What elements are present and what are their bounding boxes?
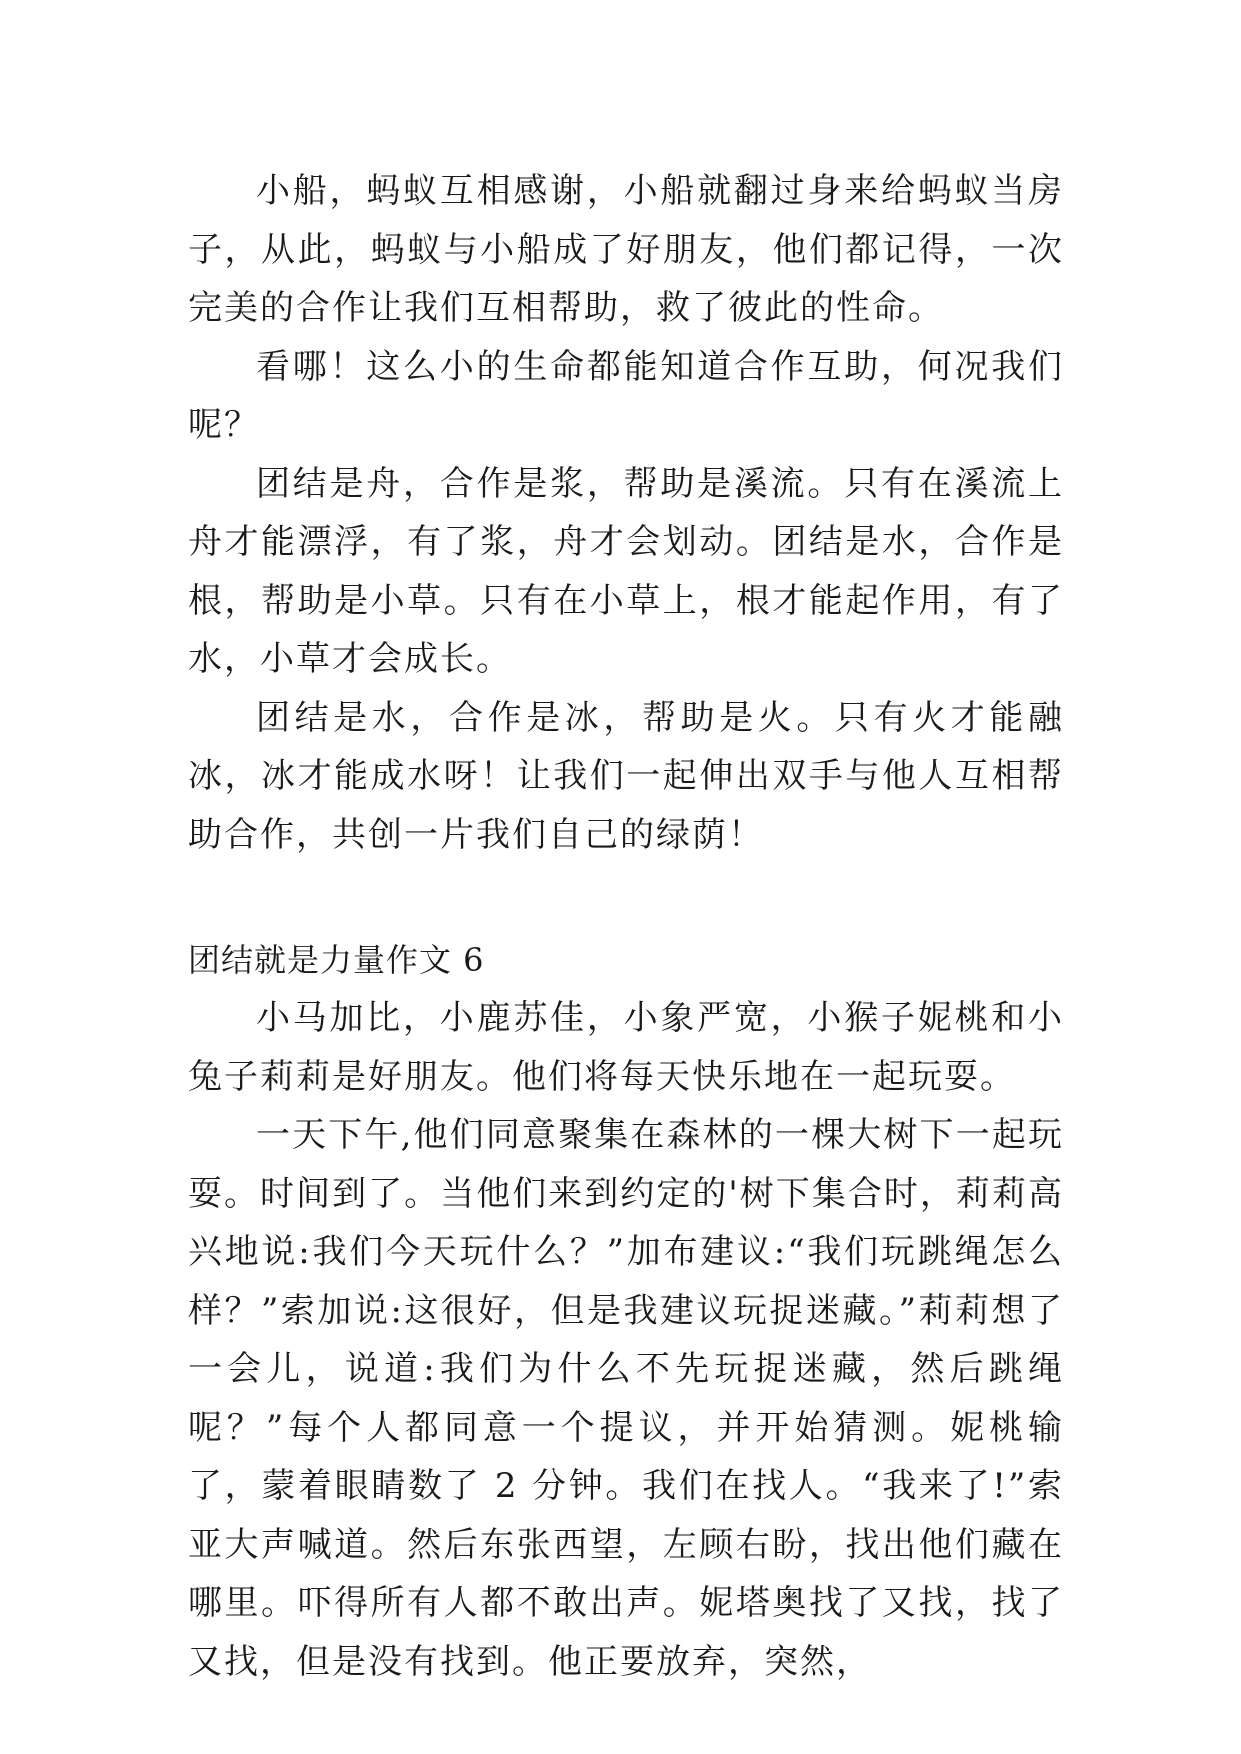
paragraph: 团结是水，合作是冰，帮助是火。只有火才能融冰，冰才能成水呀！让我们一起伸出双手与他人互相帮助合作，共创一片我们自己的绿荫！ <box>188 697 1064 855</box>
paragraph: 团结是舟，合作是浆，帮助是溪流。只有在溪流上舟才能漂浮，有了浆，舟才会划动。团结是水，合作是根，帮助是小草。只有在小草上，根才能起作用，有了水，小草才会成长。 <box>188 463 1064 679</box>
section-heading: 团结就是力量作文 6 <box>188 941 485 979</box>
document-body <box>188 162 1064 1691</box>
paragraph: 小船，蚂蚁互相感谢，小船就翻过身来给蚂蚁当房子，从此，蚂蚁与小船成了好朋友，他们都记得，一次完美的合作让我们互相帮助，救了彼此的性命。 <box>188 171 1064 328</box>
paragraph: 小马加比，小鹿苏佳，小象严宽，小猴子妮桃和小兔子莉莉是好朋友。他们将每天快乐地在一起玩耍。 <box>188 998 1064 1097</box>
paragraph: 看哪！这么小的生命都能知道合作互助，何况我们呢？ <box>188 346 1064 445</box>
paragraph: 一天下午,他们同意聚集在森林的一棵大树下一起玩耍。时间到了。当他们来到约定的'树下集合时，莉莉高兴地说:我们今天玩什么？”加布建议:“我们玩跳绳怎么样？”索加说:这很好，但是我建议玩捉迷藏。”莉莉想了一会儿，说道:我们为什么不先玩捉迷藏，然后跳绳呢？”每个人都同意一个提议，并开始猜测。妮桃输了，蒙着眼睛数了 2 分钟。我们在找人。“我来了!”索亚大声喊道。然后东张西望，左顾右盼，找出他们藏在哪里。吓得所有人都不敢出声。妮塔奥找了又找，找了又找，但是没有找到。他正要放弃，突然， <box>188 1115 1064 1682</box>
